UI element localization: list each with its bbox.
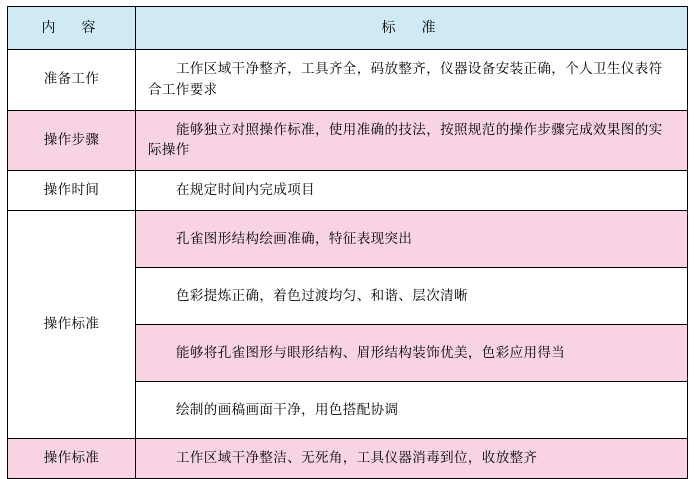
table-row-grouped [8,211,688,439]
sub-row-content: 绘制的画稿画面干净，用色搭配协调 [176,402,399,418]
row-label-cell [8,110,136,171]
table-header-row [8,7,688,50]
row-label-cell [8,171,136,211]
header-label-content: 内 容 [41,19,102,35]
sub-row-content: 能够将孔雀图形与眼形结构、眉形结构装饰优美，色彩应用得当 [176,345,566,361]
sub-row [136,211,687,268]
header-cell-content [8,7,136,50]
row-content: 工作区域干净整齐，工具齐全，码放整齐，仪器设备安装正确，个人卫生仪表符合工作要求 [148,60,663,97]
row-label: 操作标准 [43,316,100,332]
row-label: 操作时间 [43,182,100,198]
sub-row-cell [136,382,687,439]
evaluation-criteria-table [7,6,688,479]
sub-row-content: 色彩提炼正确，着色过渡均匀、和谐、层次清晰 [176,288,468,304]
table-row [8,110,688,171]
row-content: 能够独立对照操作标准，使用准确的技法，按照规范的操作步骤完成效果图的实际操作 [148,121,663,158]
row-content-cell [136,439,688,479]
sub-row [136,325,687,382]
document-page [0,6,695,466]
row-content-cell-grouped [136,211,688,439]
sub-row-cell [136,325,687,382]
sub-row-cell [136,211,687,268]
row-content-cell [136,171,688,211]
row-content-cell [136,110,688,171]
row-label-cell [8,439,136,479]
sub-row [136,382,687,439]
row-label: 操作步骤 [43,131,100,147]
sub-row [136,268,687,325]
sub-row-content: 孔雀图形结构绘画准确，特征表现突出 [176,231,413,247]
row-label-cell [8,211,136,439]
row-label: 操作标准 [43,450,100,466]
table-row [8,439,688,479]
sub-criteria-table [136,211,687,438]
row-content: 在规定时间内完成项目 [176,182,315,198]
row-label: 准备工作 [43,71,100,87]
header-label-standard: 标 准 [381,19,442,35]
header-cell-standard [136,7,688,50]
row-content-cell [136,49,688,110]
table-row [8,171,688,211]
row-label-cell [8,49,136,110]
row-content: 工作区域干净整洁、无死角，工具仪器消毒到位，收放整齐 [176,450,538,466]
table-row [8,49,688,110]
sub-row-cell [136,268,687,325]
